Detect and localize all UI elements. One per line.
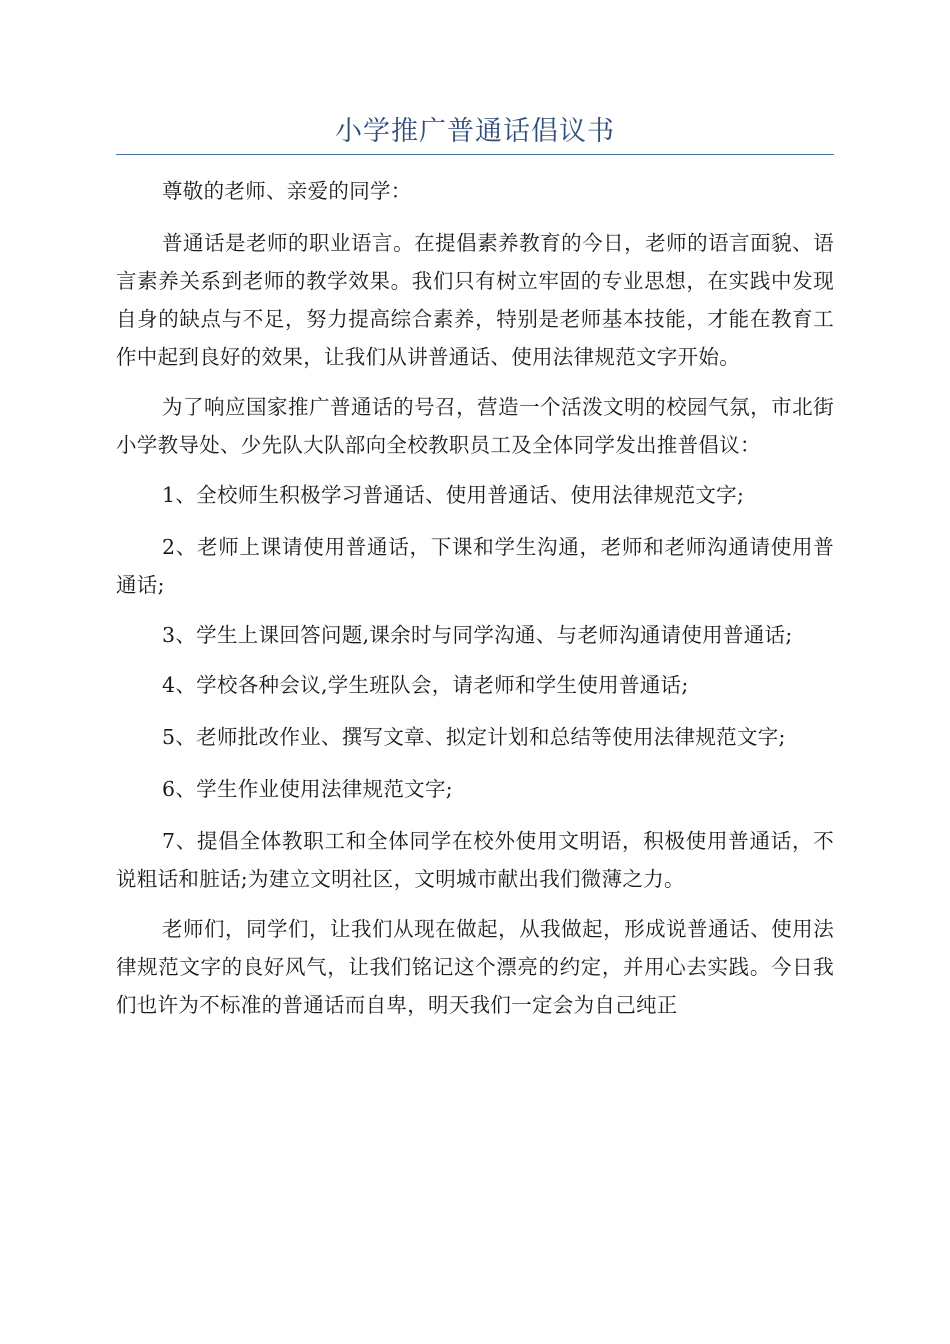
title-underline	[116, 154, 834, 155]
paragraph-intro: 普通话是老师的职业语言。在提倡素养教育的今日，老师的语言面貌、语言素养关系到老师的教学效果。我们只有树立牢固的专业思想，在实践中发现自身的缺点与不足，努力提高综合素养，特别是老师基本技能，才能在教育工作中起到良好的效果，让我们从讲普通话、使用法律规范文字开始。	[116, 231, 834, 369]
list-item: 7、提倡全体教职工和全体同学在校外使用文明语，积极使用普通话，不说粗话和脏话;为建立文明社区，文明城市献出我们微薄之力。	[116, 829, 834, 891]
salutation: 尊敬的老师、亲爱的同学：	[162, 179, 412, 203]
list-item: 5、老师批改作业、撰写文章、拟定计划和总结等使用法律规范文字;	[162, 725, 786, 749]
list-item: 6、学生作业使用法律规范文字;	[162, 777, 453, 801]
list-item: 4、学校各种会议,学生班队会，请老师和学生使用普通话;	[162, 673, 689, 697]
document-body	[116, 172, 834, 1036]
paragraph-closing: 老师们，同学们，让我们从现在做起，从我做起，形成说普通话、使用法律规范文字的良好风气，让我们铭记这个漂亮的约定，并用心去实践。今日我们也许为不标准的普通话而自卑，明天我们一定会为自己纯正	[116, 917, 834, 1017]
document-title: 小学推广普通话倡议书	[335, 116, 615, 147]
list-item: 3、学生上课回答问题,课余时与同学沟通、与老师沟通请使用普通话;	[162, 623, 793, 647]
list-item: 2、老师上课请使用普通话，下课和学生沟通，老师和老师沟通请使用普通话;	[116, 535, 834, 597]
list-item: 1、全校师生积极学习普通话、使用普通话、使用法律规范文字;	[162, 483, 745, 507]
paragraph-call: 为了响应国家推广普通话的号召，营造一个活泼文明的校园气氛，市北街小学教导处、少先队大队部向全校教职员工及全体同学发出推普倡议：	[116, 395, 834, 457]
